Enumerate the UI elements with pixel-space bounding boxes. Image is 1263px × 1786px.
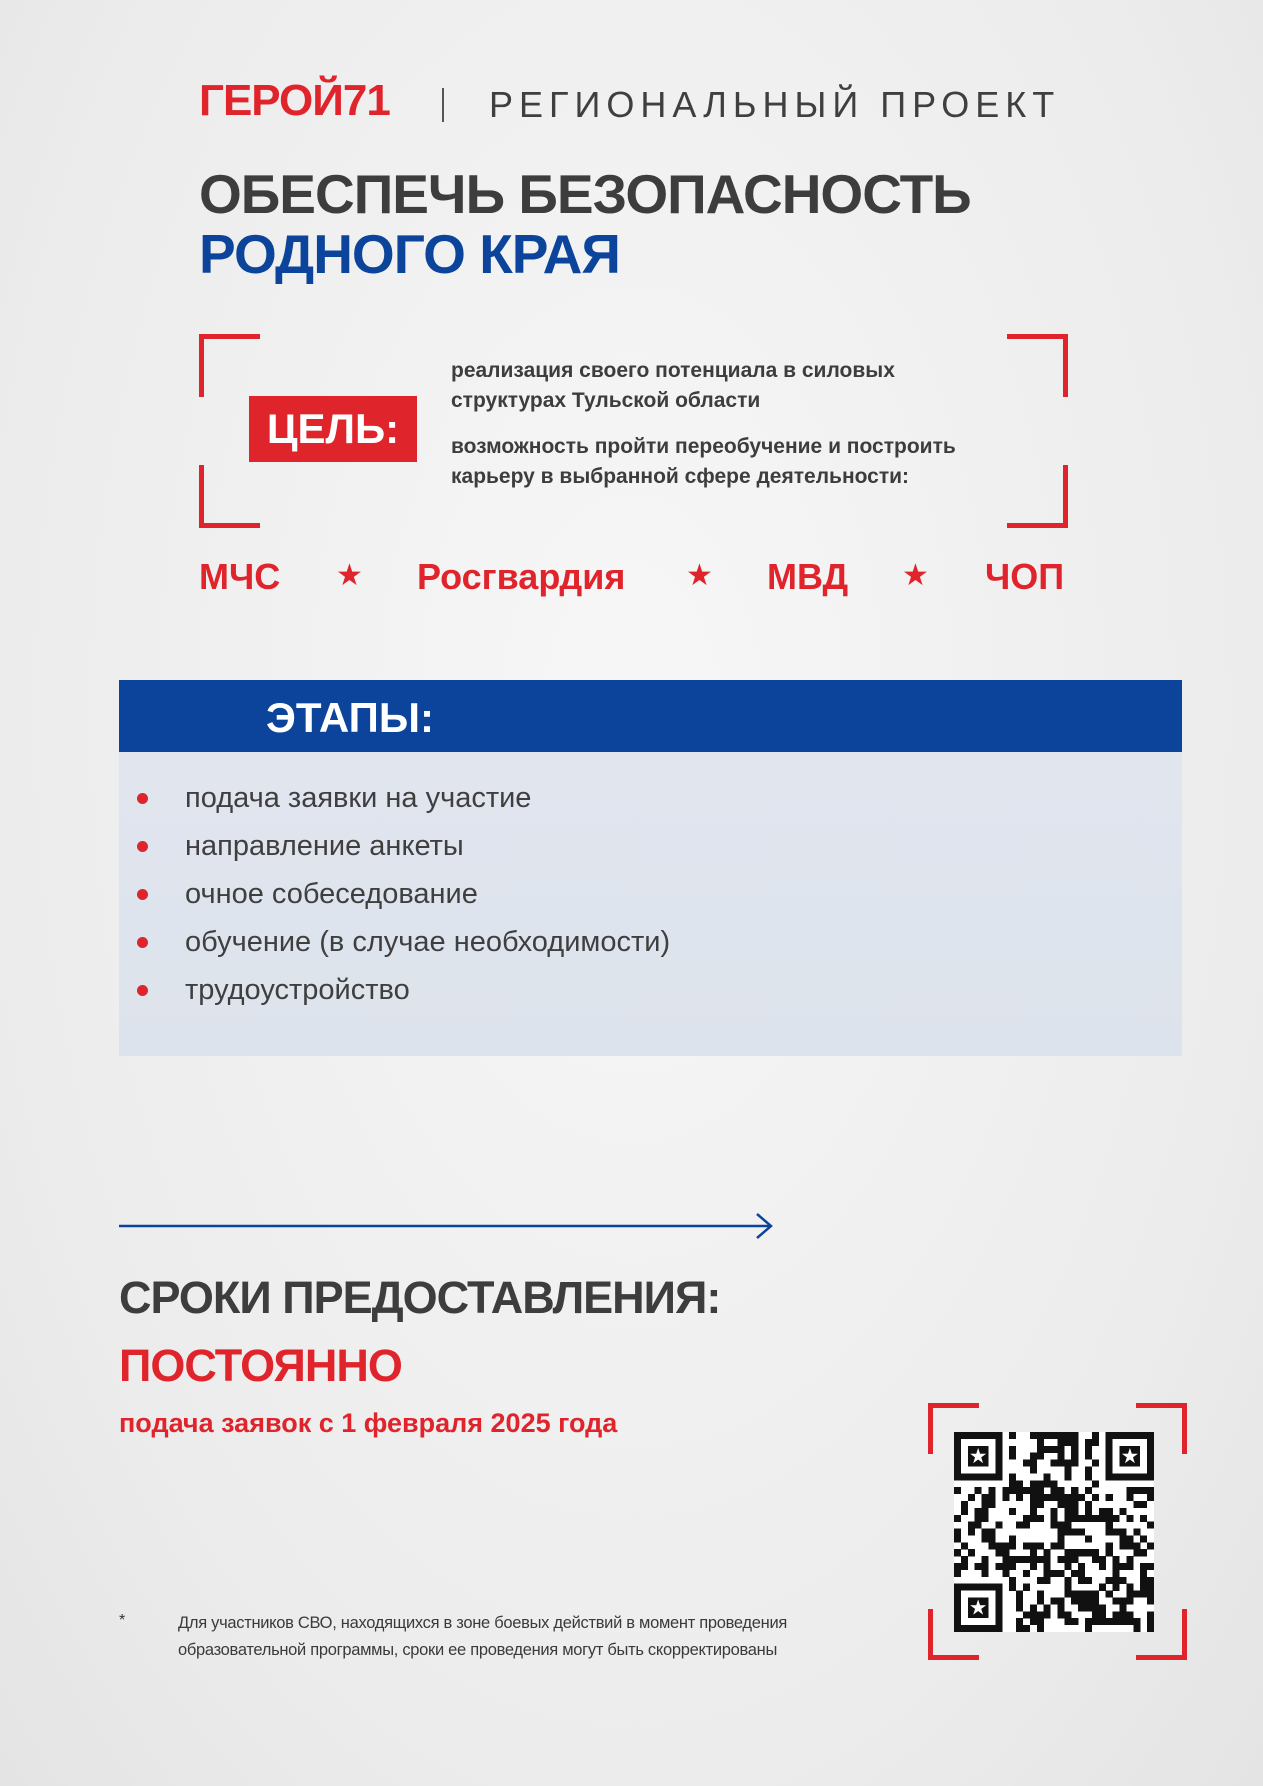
deadline-subtitle: подача заявок с 1 февраля 2025 года — [119, 1408, 618, 1438]
bullet-icon — [137, 841, 148, 852]
stages-list — [130, 774, 670, 1014]
qr-code[interactable] — [954, 1432, 1154, 1632]
goal-frame-corner-bottom-right — [1007, 465, 1068, 528]
deadline-value: ПОСТОЯННО — [119, 1340, 402, 1391]
bullet-icon — [137, 889, 148, 900]
footnote-mark: * — [119, 1612, 126, 1629]
goal-frame-corner-bottom-left — [199, 465, 260, 528]
service-mvd: МВД — [767, 556, 849, 597]
page-title-line-1: ОБЕСПЕЧЬ БЕЗОПАСНОСТЬ — [199, 163, 971, 225]
stages-title: ЭТАПЫ: — [266, 694, 434, 741]
page-title-line-2: РОДНОГО КРАЯ — [199, 223, 620, 285]
service-rosgvardiya: Росгвардия — [417, 556, 626, 597]
service-mchs: МЧС — [199, 556, 281, 597]
footnote-text: Для участников СВО, находящихся в зоне боевых действий в момент проведения образовательной программы, сроки ее проведения могут быть скорректированы — [178, 1614, 787, 1659]
bullet-icon — [137, 793, 148, 804]
stage-label: очное собеседование — [185, 877, 478, 910]
brand-subtitle: РЕГИОНАЛЬНЫЙ ПРОЕКТ — [489, 84, 1061, 125]
svg-text:★: ★ — [968, 1595, 988, 1620]
brand-divider — [442, 88, 444, 122]
deadline-title: СРОКИ ПРЕДОСТАВЛЕНИЯ: — [119, 1272, 721, 1323]
list-item — [130, 822, 670, 870]
goal-item: возможность пройти переобучение и построить карьеру в выбранной сфере деятельности: — [451, 435, 956, 488]
stage-label: обучение (в случае необходимости) — [185, 925, 671, 958]
list-item — [130, 966, 670, 1014]
stage-label: направление анкеты — [185, 829, 464, 862]
star-icon: ★ — [902, 559, 929, 592]
svg-text:★: ★ — [968, 1444, 988, 1469]
service-chop: ЧОП — [985, 556, 1065, 597]
star-icon: ★ — [336, 559, 363, 592]
goal-frame-corner-top-right — [1007, 334, 1068, 397]
goal-item: реализация своего потенциала в силовых структурах Тульской области — [451, 359, 895, 412]
stage-label: трудоустройство — [185, 973, 410, 1006]
arrow-right-icon — [119, 1212, 775, 1240]
goal-badge: ЦЕЛЬ: — [249, 396, 417, 462]
bullet-icon — [137, 937, 148, 948]
brand-logo: ГЕРОЙ71 — [199, 76, 390, 125]
list-item — [130, 774, 670, 822]
list-item — [130, 870, 670, 918]
star-icon: ★ — [686, 559, 713, 592]
stage-label: подача заявки на участие — [185, 781, 532, 814]
goal-frame-corner-top-left — [199, 334, 260, 397]
list-item — [130, 918, 670, 966]
bullet-icon — [137, 985, 148, 996]
svg-text:★: ★ — [1120, 1444, 1140, 1469]
